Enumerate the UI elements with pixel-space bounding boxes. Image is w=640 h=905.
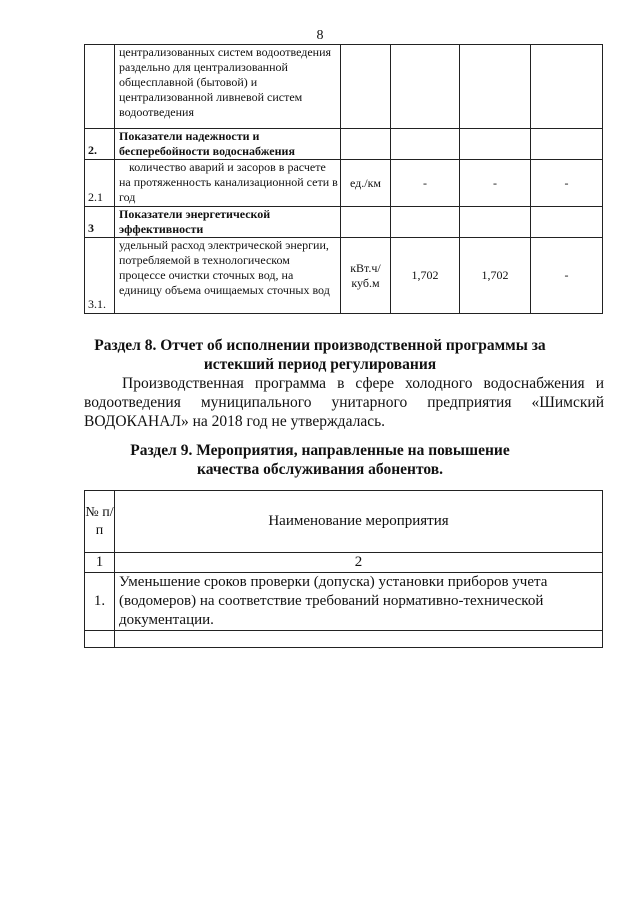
value-cell (531, 207, 603, 238)
paragraph-line: водоотведения муниципального унитарного предприятия «Шимский (84, 394, 604, 411)
value-cell: 1,702 (460, 238, 531, 314)
column-numbers-row (85, 553, 603, 573)
unit-cell (341, 45, 391, 129)
section-9-title-line: качества обслуживания абонентов. (197, 461, 443, 478)
paragraph-line: ВОДОКАНАЛ» на 2018 год не утверждалась. (84, 413, 386, 430)
section-9-heading (0, 441, 640, 479)
value-cell: - (391, 160, 460, 207)
value-cell: 1,702 (391, 238, 460, 314)
indicators-table (84, 44, 603, 314)
value-cell (460, 207, 531, 238)
section-8-title-line: истекший период регулирования (203, 356, 437, 373)
value-cell (391, 129, 460, 160)
table-row (85, 129, 603, 160)
value-cell: - (531, 238, 603, 314)
section-8-title-line: Раздел 8. Отчет об исполнении производственной программы за (94, 337, 546, 354)
indicator-name: централизованных систем водоотведения раздельно для централизованной общесплавной (бытовой) и централизованной ливневой систем водоотведения (115, 45, 341, 129)
section-8-heading (0, 336, 640, 374)
indicator-name: удельный расход электрической энергии, потребляемой в технологическом процессе очистки сточных вод, на единицу объема очищаемых сточных вод (115, 238, 341, 314)
measures-table (84, 490, 603, 648)
value-cell (391, 207, 460, 238)
table-row (85, 573, 603, 631)
paragraph-line: Производственная программа в сфере холодного водоснабжения и (122, 375, 604, 392)
indicator-group-title: Показатели энергетической эффективности (115, 207, 341, 238)
row-number: 2.1 (85, 160, 115, 207)
indicator-name: количество аварий и засоров в расчете на протяженность канализационной сети в год (115, 160, 341, 207)
header-number: № п/ п (85, 491, 115, 553)
table-row (85, 160, 603, 207)
value-cell: - (460, 160, 531, 207)
unit-cell: ед./км (341, 160, 391, 207)
value-cell: - (531, 160, 603, 207)
section-8-paragraph (84, 374, 604, 431)
row-number (85, 45, 115, 129)
table-row (85, 631, 603, 648)
column-number: 2 (115, 553, 603, 573)
header-measure-name: Наименование мероприятия (115, 491, 603, 553)
value-cell (460, 129, 531, 160)
value-cell (531, 129, 603, 160)
row-number: 3 (85, 207, 115, 238)
measure-text (115, 631, 603, 648)
value-cell (391, 45, 460, 129)
unit-cell: кВт.ч/ куб.м (341, 238, 391, 314)
row-number: 2. (85, 129, 115, 160)
table-row (85, 238, 603, 314)
table-row (85, 207, 603, 238)
unit-cell (341, 207, 391, 238)
row-number: 1. (85, 573, 115, 631)
value-cell (531, 45, 603, 129)
column-number: 1 (85, 553, 115, 573)
row-number: 3.1. (85, 238, 115, 314)
unit-cell (341, 129, 391, 160)
table-row (85, 45, 603, 129)
measure-text: Уменьшение сроков проверки (допуска) установки приборов учета (водомеров) на соответствие требований нормативно-технической документации. (115, 573, 603, 631)
row-number (85, 631, 115, 648)
value-cell (460, 45, 531, 129)
page-number: 8 (316, 28, 324, 43)
section-9-title-line: Раздел 9. Мероприятия, направленные на повышение (130, 442, 510, 459)
indicator-group-title: Показатели надежности и бесперебойности водоснабжения (115, 129, 341, 160)
table-header-row (85, 491, 603, 553)
